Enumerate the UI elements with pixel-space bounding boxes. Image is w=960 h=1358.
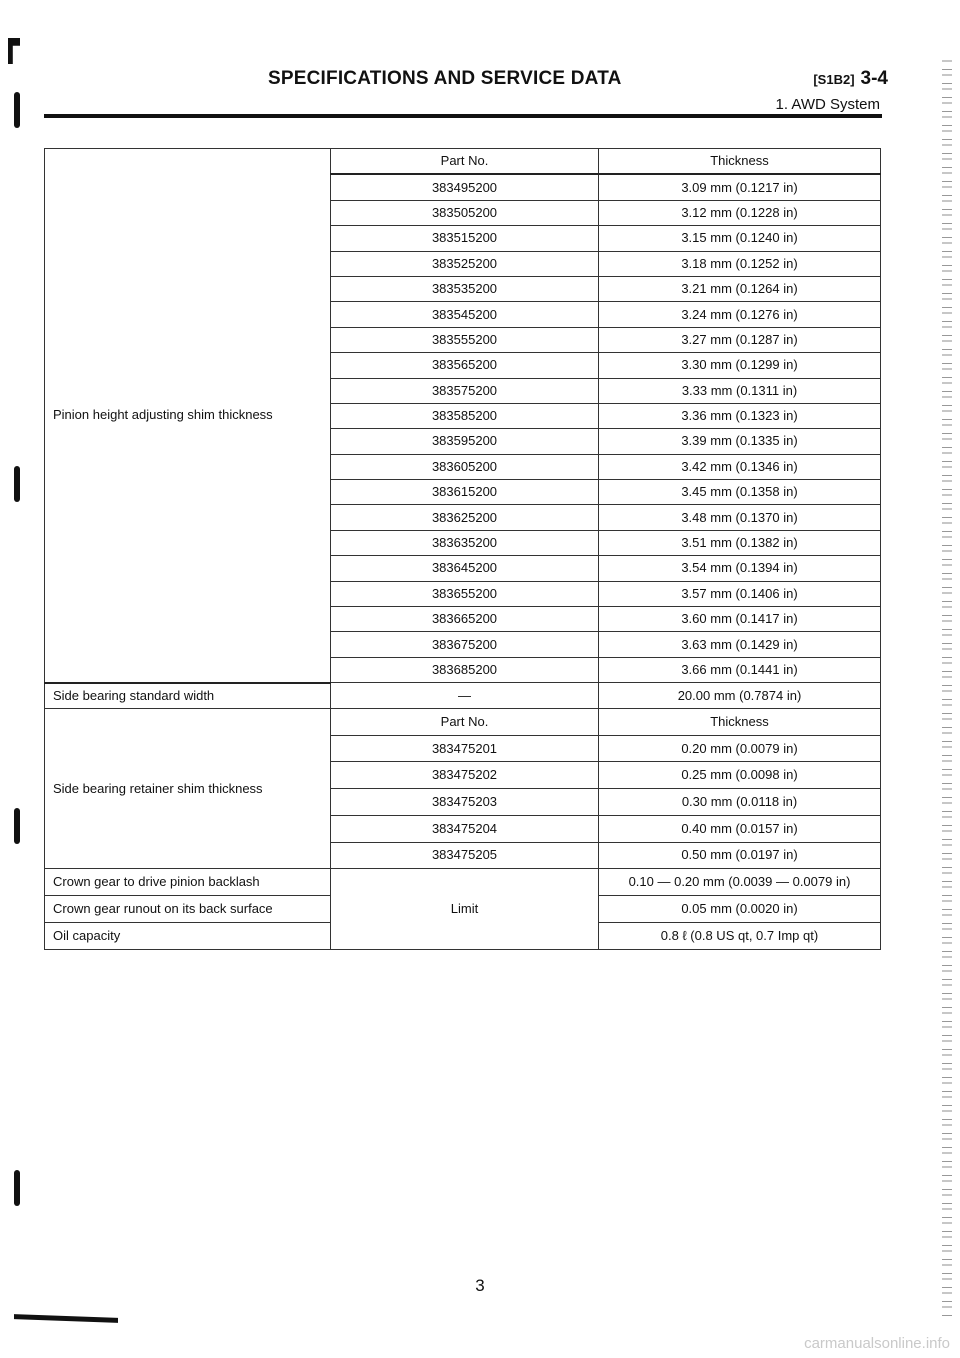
part-number-cell: 383515200	[331, 226, 599, 251]
limit-label-cell: Limit	[331, 869, 599, 950]
pinion-shim-label: Pinion height adjusting shim thickness	[45, 149, 331, 683]
column-header-part-no: Part No.	[331, 709, 599, 736]
table-row	[45, 149, 881, 175]
thickness-cell: 3.36 mm (0.1323 in)	[599, 403, 881, 428]
page-number: 3	[475, 1276, 485, 1295]
spec-value-cell: 0.8 ℓ (0.8 US qt, 0.7 Imp qt)	[599, 923, 881, 950]
thickness-cell: 3.09 mm (0.1217 in)	[599, 174, 881, 200]
part-number-cell: 383545200	[331, 302, 599, 327]
part-number-cell: 383565200	[331, 353, 599, 378]
retainer-shim-label: Side bearing retainer shim thickness	[45, 709, 331, 869]
side-bearing-width-label: Side bearing standard width	[45, 683, 331, 709]
part-number-cell: 383675200	[331, 632, 599, 657]
part-number-cell: 383635200	[331, 530, 599, 555]
column-header-thickness: Thickness	[599, 709, 881, 736]
thickness-cell: 3.66 mm (0.1441 in)	[599, 657, 881, 682]
watermark: carmanualsonline.info	[804, 1335, 950, 1352]
part-number-cell: 383475202	[331, 762, 599, 789]
part-number-cell: 383575200	[331, 378, 599, 403]
spec-value-cell: 0.05 mm (0.0020 in)	[599, 896, 881, 923]
thickness-cell: 3.63 mm (0.1429 in)	[599, 632, 881, 657]
thickness-cell: 3.48 mm (0.1370 in)	[599, 505, 881, 530]
thickness-cell: 3.33 mm (0.1311 in)	[599, 378, 881, 403]
part-number-cell: 383475203	[331, 789, 599, 816]
limit-item-label: Crown gear to drive pinion backlash	[45, 869, 331, 896]
page-title: SPECIFICATIONS AND SERVICE DATA	[268, 68, 622, 89]
table-row	[45, 683, 881, 709]
section-code: [S1B2]	[813, 72, 855, 87]
thickness-cell: 0.20 mm (0.0079 in)	[599, 735, 881, 762]
limit-item-label: Crown gear runout on its back surface	[45, 896, 331, 923]
part-number-cell: 383645200	[331, 556, 599, 581]
part-number-cell: 383655200	[331, 581, 599, 606]
bottom-crop-mark	[14, 1314, 118, 1323]
thickness-cell: 3.45 mm (0.1358 in)	[599, 480, 881, 505]
spec-value-cell: 0.10 — 0.20 mm (0.0039 — 0.0079 in)	[599, 869, 881, 896]
header-rule	[44, 114, 882, 118]
part-number-cell: 383475205	[331, 842, 599, 869]
part-number-cell: 383615200	[331, 480, 599, 505]
thickness-cell: 3.27 mm (0.1287 in)	[599, 327, 881, 352]
page-code-number: 3-4	[860, 68, 888, 89]
part-number-cell: 383665200	[331, 607, 599, 632]
thickness-cell: 3.39 mm (0.1335 in)	[599, 429, 881, 454]
thickness-cell: 3.12 mm (0.1228 in)	[599, 200, 881, 225]
part-number-cell: 383535200	[331, 276, 599, 301]
part-number-cell: 383495200	[331, 174, 599, 200]
column-header-thickness: Thickness	[599, 149, 881, 175]
binding-mark	[14, 92, 20, 128]
part-number-cell: 383605200	[331, 454, 599, 479]
thickness-cell: 3.57 mm (0.1406 in)	[599, 581, 881, 606]
scan-edge-artifact	[942, 60, 952, 1320]
spec-value-cell: 20.00 mm (0.7874 in)	[599, 683, 881, 709]
page-code	[813, 68, 888, 90]
thickness-cell: 3.42 mm (0.1346 in)	[599, 454, 881, 479]
specifications-table-body	[45, 149, 881, 950]
part-number-cell: 383685200	[331, 657, 599, 682]
part-number-cell: 383525200	[331, 251, 599, 276]
table-row	[45, 709, 881, 736]
column-header-part-no: Part No.	[331, 149, 599, 175]
binding-mark	[14, 466, 20, 502]
thickness-cell: 0.50 mm (0.0197 in)	[599, 842, 881, 869]
thickness-cell: 3.30 mm (0.1299 in)	[599, 353, 881, 378]
thickness-cell: 0.25 mm (0.0098 in)	[599, 762, 881, 789]
thickness-cell: 3.15 mm (0.1240 in)	[599, 226, 881, 251]
part-number-cell: 383475204	[331, 815, 599, 842]
part-number-cell: 383555200	[331, 327, 599, 352]
binding-mark	[14, 808, 20, 844]
part-number-cell: 383585200	[331, 403, 599, 428]
table-row	[45, 869, 881, 896]
thickness-cell: 3.24 mm (0.1276 in)	[599, 302, 881, 327]
part-number-cell: 383475201	[331, 735, 599, 762]
thickness-cell: 3.51 mm (0.1382 in)	[599, 530, 881, 555]
page-subtitle: 1. AWD System	[775, 96, 880, 113]
corner-crop-mark	[8, 38, 20, 64]
thickness-cell: 3.18 mm (0.1252 in)	[599, 251, 881, 276]
thickness-cell: 3.60 mm (0.1417 in)	[599, 607, 881, 632]
part-number-cell: 383595200	[331, 429, 599, 454]
part-number-cell: 383625200	[331, 505, 599, 530]
thickness-cell: 0.30 mm (0.0118 in)	[599, 789, 881, 816]
part-number-cell: 383505200	[331, 200, 599, 225]
specifications-table	[44, 148, 881, 950]
thickness-cell: 3.54 mm (0.1394 in)	[599, 556, 881, 581]
binding-mark	[14, 1170, 20, 1206]
thickness-cell: 3.21 mm (0.1264 in)	[599, 276, 881, 301]
part-number-cell: —	[331, 683, 599, 709]
limit-item-label: Oil capacity	[45, 923, 331, 950]
thickness-cell: 0.40 mm (0.0157 in)	[599, 815, 881, 842]
